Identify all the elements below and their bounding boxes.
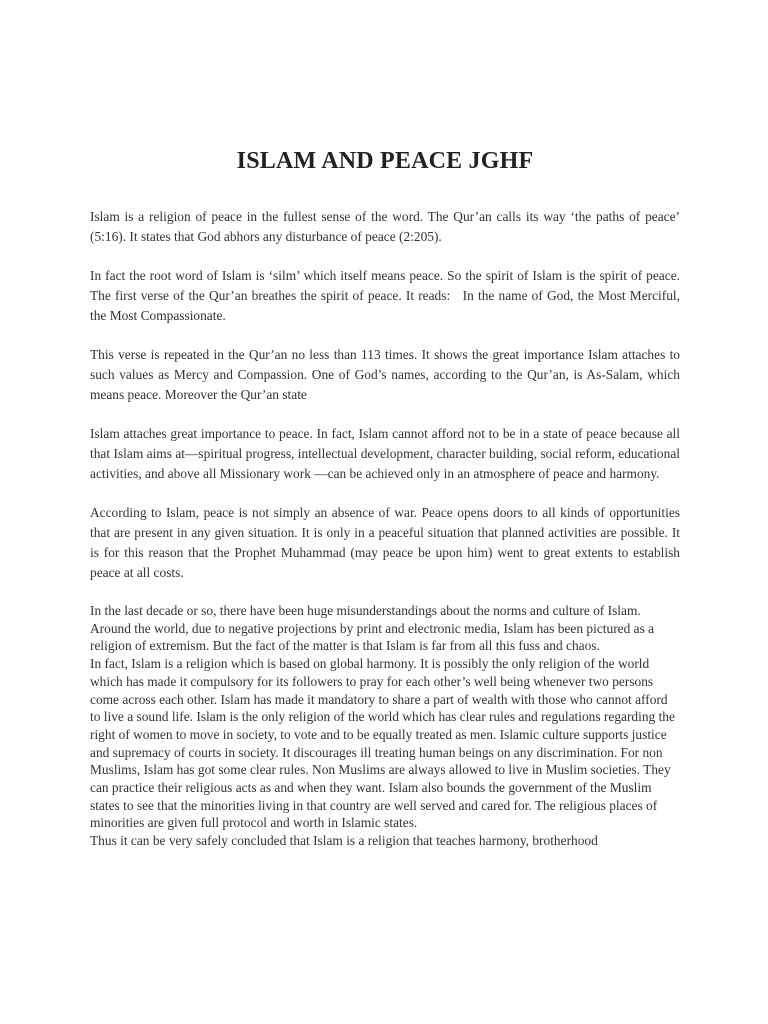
paragraph-3: This verse is repeated in the Qur’an no less than 113 times. It shows the great importance Islam attaches to such values as Mercy and Compassion. One of God’s names, according to the Qur’an, is As-Salam, which means peace. Moreover the Qur’an state bbox=[90, 347, 680, 402]
paragraph-8: Thus it can be very safely concluded that Islam is a religion that teaches harmony, brotherhood bbox=[90, 833, 598, 849]
paragraph-4: Islam attaches great importance to peace. In fact, Islam cannot afford not to be in a state of peace because all that Islam aims at—spiritual progress, intellectual development, character building, social reform, educational activities, and above all Missionary work —can be achieved only in an atmosphere of peace and harmony. bbox=[90, 426, 680, 481]
paragraph-1: Islam is a religion of peace in the fullest sense of the word. The Qur’an calls its way ‘the paths of peace’ (5:16). It states that God abhors any disturbance of peace (2:205). bbox=[90, 209, 680, 244]
document-page bbox=[90, 148, 680, 850]
paragraph-7: In fact, Islam is a religion which is based on global harmony. It is possibly the only religion of the world which has made it compulsory for its followers to pray for each other’s well being whenever two persons come across each other. Islam has made it mandatory to share a part of wealth with those who cannot afford to live a sound life. Islam is the only religion of the world which has clear rules and regulations regarding the right of women to move in society, to vote and to be equally treated as men. Islamic culture supports justice and supremacy of courts in society. It discourages ill treating human beings on any discrimination. For non Muslims, Islam has got some clear rules. Non Muslims are always allowed to live in Muslim societies. They can practice their religious acts as and when they want. Islam also bounds the government of the Muslim states to see that the minorities living in that country are well served and cared for. The religious places of minorities are given full protocol and worth in Islamic states. bbox=[90, 656, 675, 831]
paragraph-5: According to Islam, peace is not simply an absence of war. Peace opens doors to all kinds of opportunities that are present in any given situation. It is only in a peaceful situation that planned activities are possible. It is for this reason that the Prophet Muhammad (may peace be upon him) went to great extents to establish peace at all costs. bbox=[90, 505, 680, 580]
dense-text-block bbox=[90, 602, 680, 850]
document-title: ISLAM AND PEACE JGHF bbox=[236, 148, 534, 174]
paragraph-2: In fact the root word of Islam is ‘silm’ which itself means peace. So the spirit of Islam is the spirit of peace. The first verse of the Qur’an breathes the spirit of peace. It reads: In the name of God, the Most Merciful, the Most Compassionate. bbox=[90, 268, 680, 323]
paragraph-6: In the last decade or so, there have been huge misunderstandings about the norms and culture of Islam. Around the world, due to negative projections by print and electronic media, Islam has been pictured as a religion of extremism. But the fact of the matter is that Islam is far from all this fuss and chaos. bbox=[90, 603, 655, 654]
